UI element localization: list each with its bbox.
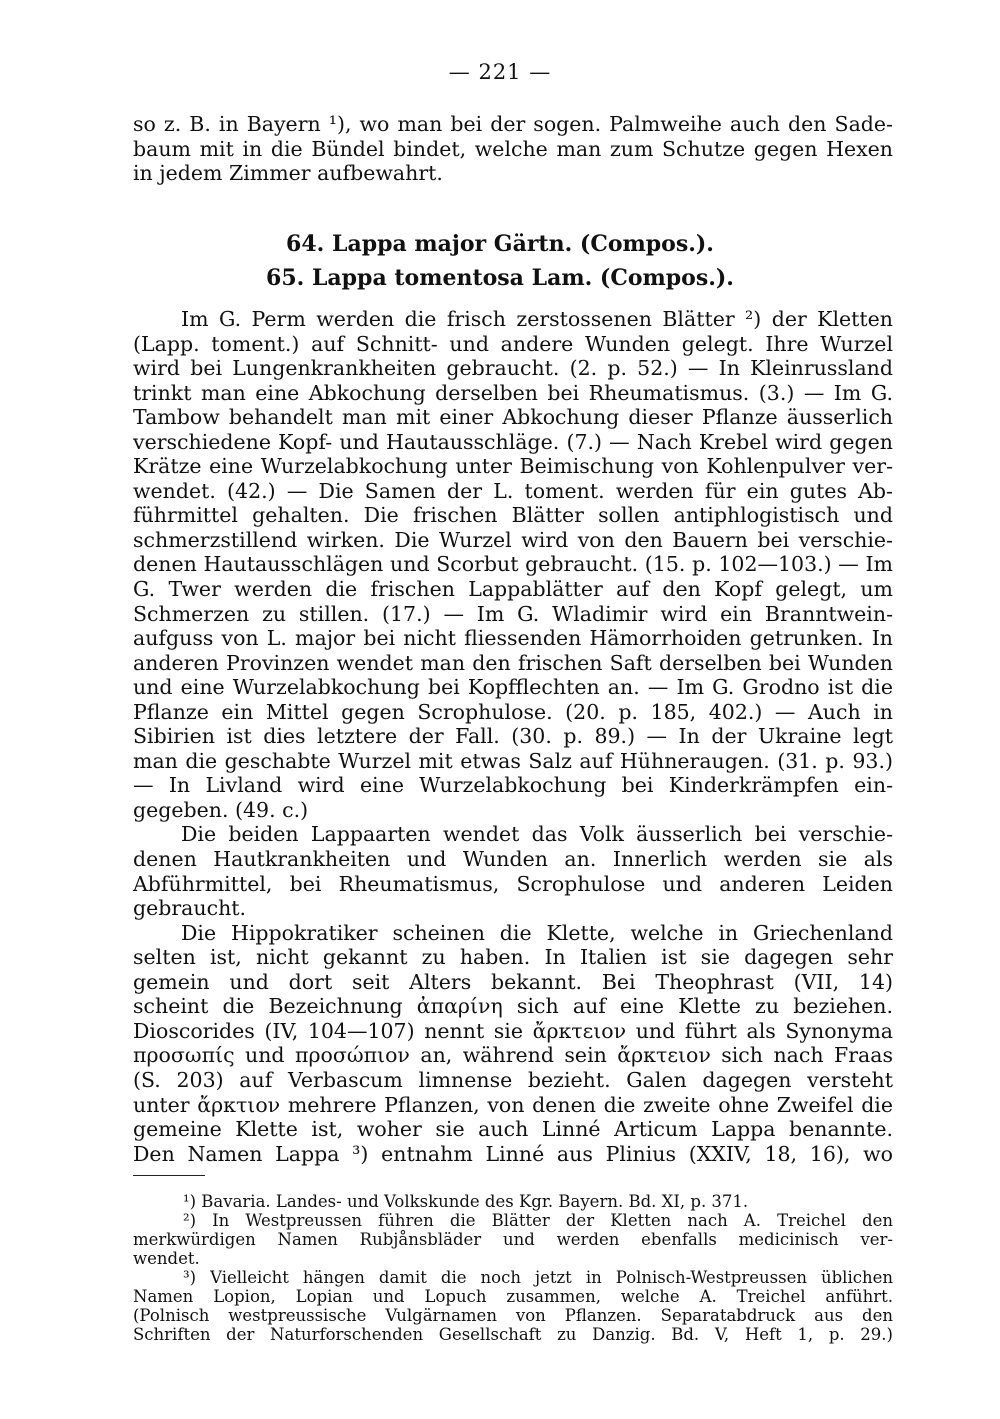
footnote-line: ²) In Westpreussen führen die Blätter der Kletten nach A. Treichel den — [183, 1211, 893, 1230]
text-line: Sibirien ist dies letztere der Fall. (30. p. 89.) — In der Ukraine legt — [133, 724, 893, 749]
text-line: Tambow behandelt man mit einer Abkochung dieser Pflanze äusserlich — [133, 405, 893, 430]
text-line: so z. B. in Bayern ¹), wo man bei der sogen. Palmweihe auch den Sade- — [133, 112, 893, 136]
text-line: G. Twer werden die frischen Lappablätter auf den Kopf gelegt, um — [133, 577, 893, 602]
text-line: προσωπίς und προσώπιον an, während sein ἄρκτειον sich nach Fraas — [133, 1043, 893, 1068]
text-line: in jedem Zimmer aufbewahrt. — [133, 161, 443, 186]
text-line: Im G. Perm werden die frisch zerstossenen Blätter ²) der Kletten — [181, 307, 893, 331]
text-line: Dioscorides (IV, 104—107) nennt sie ἄρκτειον und führt als Synonyma — [133, 1018, 893, 1043]
text-line: denen Hautkrankheiten und Wunden an. Innerlich werden sie als — [133, 847, 893, 872]
text-line: Schmerzen zu stillen. (17.) — Im G. Wladimir wird ein Branntwein- — [133, 601, 893, 626]
footnote-line: wendet. — [133, 1249, 200, 1268]
paragraph-main — [133, 307, 893, 1166]
text-line: gemein und dort seit Alters bekannt. Bei Theophrast (VII, 14) — [133, 969, 893, 994]
text-line: (Lapp. toment.) auf Schnitt- und andere Wunden gelegt. Ihre Wurzel — [133, 331, 893, 356]
footnote-line: Schriften der Naturforschenden Gesellschaft zu Danzig. Bd. V, Heft 1, p. 29.) — [133, 1325, 893, 1344]
text-line: gemeine Klette ist, woher sie auch Linné Articum Lappa benannte. — [133, 1117, 893, 1142]
text-line: Krätze eine Wurzelabkochung unter Beimischung von Kohlenpulver ver- — [133, 454, 893, 479]
text-line: trinkt man eine Abkochung derselben bei Rheumatismus. (3.) — Im G. — [133, 380, 893, 405]
text-line: aufguss von L. major bei nicht fliessenden Hämorrhoiden getrunken. In — [133, 626, 893, 651]
text-line: scheint die Bezeichnung ἀπαρίνη sich auf eine Klette zu beziehen. — [133, 994, 893, 1019]
text-line: man die geschabte Wurzel mit etwas Salz auf Hühneraugen. (31. p. 93.) — [133, 748, 893, 773]
text-line: unter ἄρκτιον mehrere Pflanzen, von denen die zweite ohne Zweifel die — [133, 1092, 893, 1117]
text-line: — In Livland wird eine Wurzelabkochung bei Kinderkrämpfen ein- — [133, 773, 893, 798]
text-line: verschiedene Kopf- und Hautausschläge. (7.) — Nach Krebel wird gegen — [133, 429, 893, 454]
page-number: — 221 — — [448, 60, 552, 84]
footnote-line: ¹) Bavaria. Landes- und Volkskunde des Kgr. Bayern. Bd. XI, p. 371. — [183, 1192, 749, 1211]
text-line: (S. 203) auf Verbascum limnense bezieht. Galen dagegen versteht — [133, 1067, 893, 1092]
text-line: Den Namen Lappa ³) entnahm Linné aus Plinius (XXIV, 18, 16), wo — [133, 1141, 893, 1166]
text-line: Abführmittel, bei Rheumatismus, Scrophulose und anderen Leiden — [133, 871, 893, 896]
text-line: denen Hautausschlägen und Scorbut gebraucht. (15. p. 102—103.) — Im — [133, 552, 893, 577]
footnote-divider — [133, 1175, 205, 1176]
footnote-line: Namen Lopion, Lopian und Lopuch zusammen, welche A. Treichel anführt. — [133, 1287, 893, 1306]
text-line: gegeben. (49. c.) — [133, 797, 309, 822]
text-line: Pflanze ein Mittel gegen Scrophulose. (20. p. 185, 402.) — Auch in — [133, 699, 893, 724]
section-heading: 64. Lappa major Gärtn. (Compos.). — [286, 231, 714, 257]
footnotes — [133, 1192, 893, 1344]
footnote-line: merkwürdigen Namen Rubjånsbläder und werden ebenfalls medicinisch ver- — [133, 1230, 893, 1249]
footnote-line: (Polnisch westpreussische Vulgärnamen von Pflanzen. Separatabdruck aus den — [133, 1306, 893, 1325]
text-line: baum mit in die Bündel bindet, welche man zum Schutze gegen Hexen — [133, 136, 893, 161]
text-line: Die Hippokratiker scheinen die Klette, welche in Griechenland — [181, 920, 893, 945]
text-line: gebraucht. — [133, 896, 247, 921]
text-line: Die beiden Lappaarten wendet das Volk äusserlich bei verschie- — [181, 822, 893, 847]
section-heading: 65. Lappa tomentosa Lam. (Compos.). — [266, 265, 734, 291]
text-line: schmerzstillend wirken. Die Wurzel wird von den Bauern bei verschie- — [133, 527, 893, 552]
text-line: wird bei Lungenkrankheiten gebraucht. (2. p. 52.) — In Kleinrussland — [133, 356, 893, 381]
text-line: und eine Wurzelabkochung bei Kopfflechten an. — Im G. Grodno ist die — [133, 675, 893, 700]
text-line: wendet. (42.) — Die Samen der L. toment. werden für ein gutes Ab- — [133, 478, 893, 503]
text-line: anderen Provinzen wendet man den frischen Saft derselben bei Wunden — [133, 650, 893, 675]
text-line: führmittel gehalten. Die frischen Blätter sollen antiphlogistisch und — [133, 503, 893, 528]
footnote-line: ³) Vielleicht hängen damit die noch jetzt in Polnisch-Westpreussen üblichen — [183, 1268, 893, 1287]
text-line: selten ist, nicht gekannt zu haben. In Italien ist sie dagegen sehr — [133, 945, 893, 970]
paragraph-top — [133, 112, 893, 186]
